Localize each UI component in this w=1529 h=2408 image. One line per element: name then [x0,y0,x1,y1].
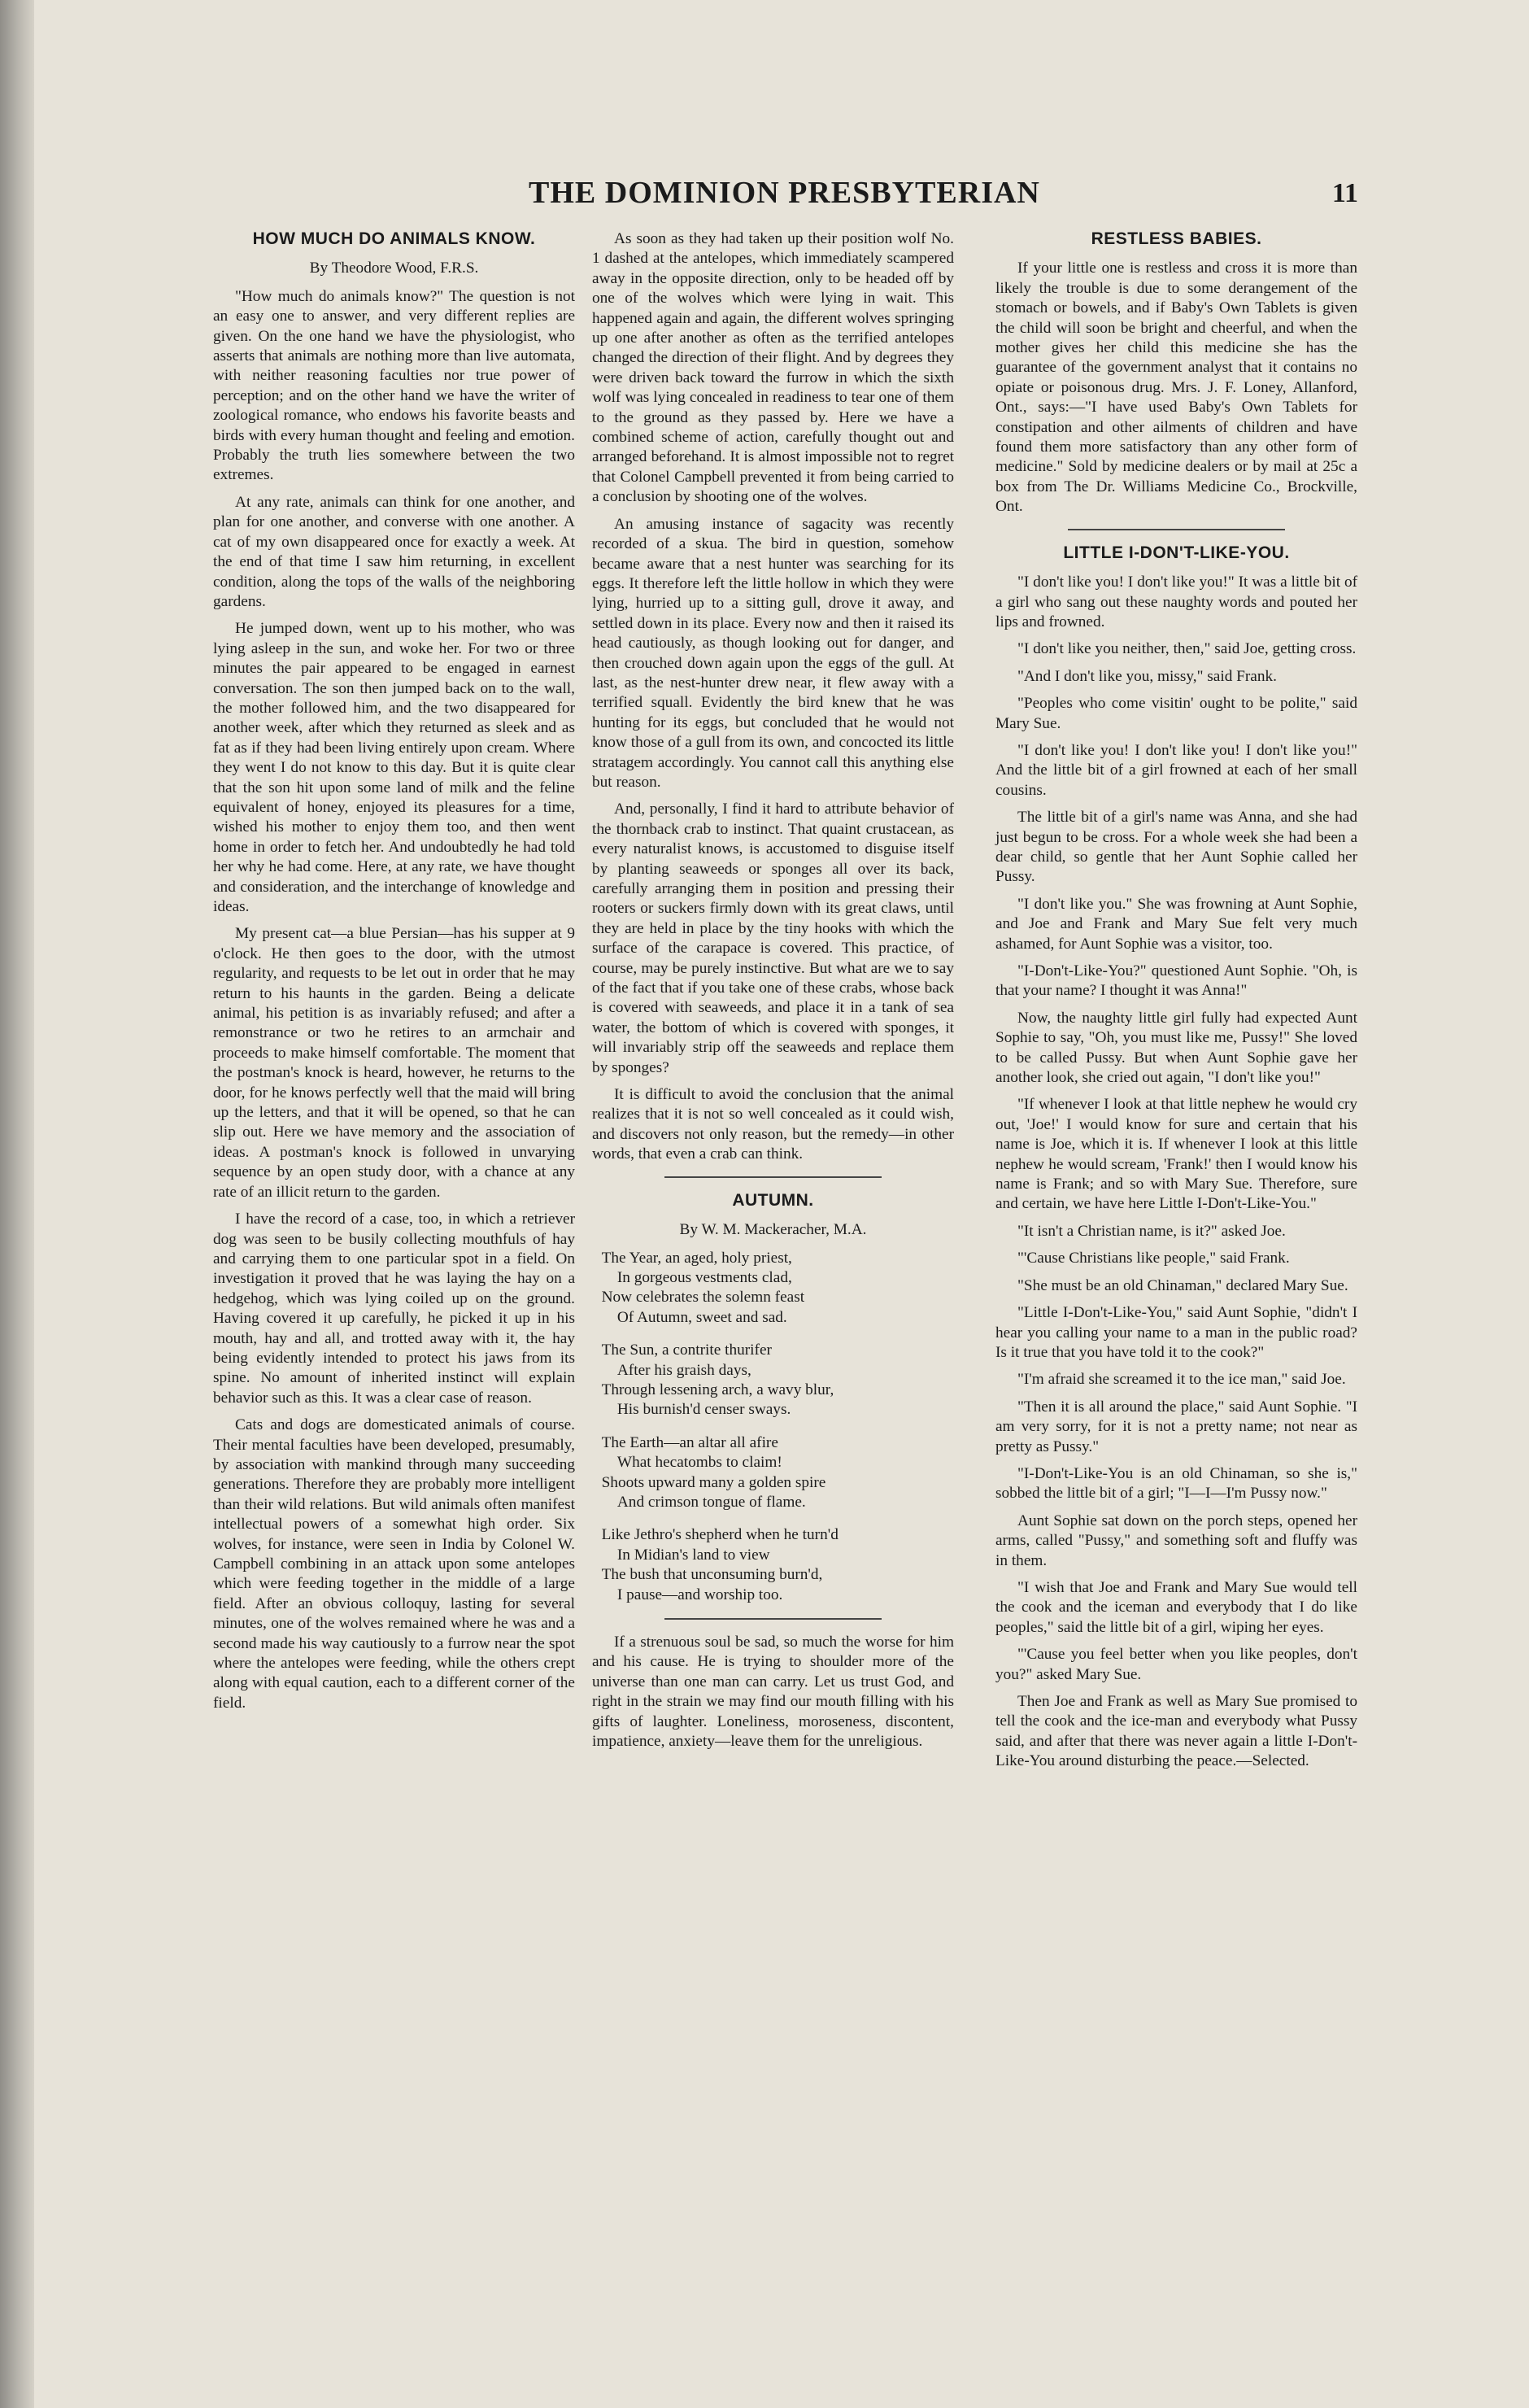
paragraph-closing: If a strenuous soul be sad, so much the worse for him and his cause. He is trying to shoulder more of the universe than one man can carry. Let us trust God, and right in the strain we may find our mouth filling with his gifts of laughter. Loneliness, moroseness, discontent, impatience, anxiety—leave them for the unreligious. [592,1634,954,1751]
poem-line: The Earth—an altar all afire [601,1433,778,1451]
column-1 [213,229,575,1721]
poem-line: I pause—and worship too. [616,1586,783,1603]
paragraph: "I'm afraid she screamed it to the ice man," said Joe. [1017,1371,1346,1389]
paragraph: "'Cause Christians like people," said Frank. [1017,1250,1290,1267]
poem-line: In gorgeous vestments clad, [616,1268,792,1286]
page-binding-edge [0,0,34,2408]
paragraph: Now, the naughty little girl fully had expected Aunt Sophie to say, "Oh, you must like me, Pussy!" She loved to be called Pussy. But when Aunt Sophie gave her another look, she cried out again, "I don't like you!" [995,1009,1357,1087]
paragraph: "Then it is all around the place," said Aunt Sophie. "I am very sorry, for it is not a pretty name; not near as pretty as Pussy." [995,1398,1357,1455]
article-heading-little-i-dont-like-you: LITTLE I-DON'T-LIKE-YOU. [1063,543,1290,562]
paragraph: "Little I-Don't-Like-You," said Aunt Sophie, "didn't I hear you calling your name to a man in the public road? Is it true that you have told it to the cook?" [995,1304,1357,1361]
column-3 [995,229,1357,1779]
article-byline-animals: By Theodore Wood, F.R.S. [309,260,479,277]
paragraph: "If whenever I look at that little nephew he would cry out, 'Joe!' I would know for sure and certain that his name is Joe, which it is. If whenever I look at this little nephew he would scream, 'Frank!' then I would know his name is Frank; and so with Mary Sue. Therefore, sure and certain, we have here Little I-Don't-Like-You." [995,1096,1357,1213]
paragraph: "I don't like you! I don't like you!" It was a little bit of a girl who sang out these naughty words and pouted her lips and frowned. [995,574,1357,630]
poem-stanza [592,1433,954,1513]
section-divider [1068,529,1285,530]
poem-line: The Sun, a contrite thurifer [601,1341,772,1359]
poem-line: The bush that unconsuming burn'd, [601,1566,823,1584]
paragraph: And, personally, I find it hard to attribute behavior of the thornback crab to instinct. That quaint crustacean, as every naturalist knows, is accustomed to disguise itself by planting seaweeds or sponges all over its back, carefully arranging them in position and pressing their rooters or suckers firmly down with its great claws, until they are held in place by the tiny hooks with which the surface of the carapace is covered. This practice, of course, may be purely instinctive. But what are we to say of the fact that if you take one of these crabs, whose back is covered with seaweeds, and place it in a tank of sea water, the bottom of which is covered with sponges, it will invariably strip off the seaweeds and replace them by sponges? [592,800,954,1076]
paragraph: "And I don't like you, missy," said Frank. [1017,667,1277,685]
poem-stanza [592,1341,954,1420]
paragraph: "Peoples who come visitin' ought to be polite," said Mary Sue. [995,695,1357,732]
paragraph: "I-Don't-Like-You?" questioned Aunt Sophie. "Oh, is that your name? I thought it was Anna!" [995,962,1357,1000]
paragraph: "'Cause you feel better when you like peoples, don't you?" asked Mary Sue. [995,1646,1357,1683]
paragraph: "How much do animals know?" The question is not an easy one to answer, and very different replies are given. On the one hand we have the physiologist, who asserts that animals are nothing more than live automata, with neither reasoning faculties nor true power of perception; and on the other hand we have the writer of zoological romance, who endows his favorite beasts and birds with every human thought and feeling and emotion. Probably the truth lies somewhere between the two extremes. [213,287,575,484]
paragraph: "I wish that Joe and Frank and Mary Sue would tell the cook and the iceman and everybody that I do like peoples," said the little bit of a girl, wiping her eyes. [995,1578,1357,1636]
section-divider [664,1618,882,1620]
paragraph: Then Joe and Frank as well as Mary Sue promised to tell the cook and the ice-man and everybody what Pussy said, and after that there was never again a little I-Don't-Like-You around disturbing the peace.—Selected. [995,1693,1357,1770]
paragraph: I have the record of a case, too, in which a retriever dog was seen to be busily collecting mouthfuls of hay and carrying them to one particular spot in a field. On investigation it proved that he was laying the hay on a hedgehog, which was lying coiled up on the ground. Having covered it up carefully, he picked it up in his mouth, hay and all, and trotted away with it, the hay being evidently intended to protect his jaws from its spine. No amount of inherited instinct will explain behavior such as this. It was a clear case of reason. [213,1211,575,1407]
paragraph: An amusing instance of sagacity was recently recorded of a skua. The bird in question, somehow became aware that a nest hunter was searching for its eggs. It therefore left the little hollow in which they were lying, hurried up to a sitting gull, drove it away, and settled down in its place. Every now and then it raised its head cautiously, as though looking out for danger, and then crouched down again upon the eggs of the gull. At last, as the nest-hunter drew near, it flew away with a terrified squall. Evidently the bird knew that he was hunting for its eggs, but concluded that he would not know those of a gull from its own, and concocted its little stratagem accordingly. You cannot call this anything else but reason. [592,515,954,791]
paragraph: As soon as they had taken up their position wolf No. 1 dashed at the antelopes, which immediately scampered away in the opposite direction, only to be headed off by one of the wolves which were lying in wait. This happened again and again, the different wolves springing up one after another as often as the terrified antelopes changed the direction of their flight. And by degrees they were driven back toward the furrow in which the sixth wolf was lying concealed in readiness to tear one of them to the ground as they passed by. Here we have a combined scheme of action, carefully thought out and arranged beforehand. It is almost impossible not to regret that Colonel Campbell prevented it from being carried to a conclusion by shooting one of the wolves. [592,230,954,506]
paragraph: "I don't like you! I don't like you! I don't like you!" And the little bit of a girl frowned at each of her small cousins. [995,741,1357,799]
poem-stanza [592,1249,954,1328]
section-divider [664,1176,882,1178]
paragraph-advertisement: If your little one is restless and cross it is more than likely the trouble is due to some derangement of the stomach or bowels, and if Baby's Own Tablets is given the child will soon be bright and cheerful, and when the mother gives her child this medicine she has the guarantee of the government analyst that it contains no opiate or poisonous drug. Mrs. J. F. Loney, Allanford, Ont., says:—"I have used Baby's Own Tablets for constipation and other ailments of children and have found them more satisfactory than any other form of medicine." Sold by medicine dealers or by mail at 25c a box from The Dr. Williams Medicine Co., Brockville, Ont. [995,260,1357,516]
poem-line: Of Autumn, sweet and sad. [616,1308,787,1326]
paragraph: He jumped down, went up to his mother, who was lying asleep in the sun, and woke her. For two or three minutes the pair appeared to be engaged in earnest conversation. The son then jumped back on to the wall, the mother followed him, and the two disappeared for another week, after which they returned as sleek and as fat as if they had been living entirely upon cream. Where they went I do not know to this day. But it is quite clear that the son hit upon some land of milk and the feline equivalent of honey, enjoyed its pleasures for a time, wished his mother to enjoy them too, and then went home in order to fetch her. And undoubtedly he had told her why he had come. Here, at any rate, we have thought and consideration, and the interchange of knowledge and ideas. [213,620,575,915]
paragraph: "I don't like you neither, then," said Joe, getting cross. [1017,640,1357,658]
article-heading-animals: HOW MUCH DO ANIMALS KNOW. [252,229,536,248]
paragraph: "I-Don't-Like-You is an old Chinaman, so she is," sobbed the little bit of a girl; "I—I—I'm Pussy now." [995,1464,1357,1503]
paragraph: "I don't like you." She was frowning at Aunt Sophie, and Joe and Frank and Mary Sue felt very much ashamed, for Aunt Sophie was a visitor, too. [995,895,1357,953]
article-heading-restless-babies: RESTLESS BABIES. [1091,229,1262,248]
poem-line: Shoots upward many a golden spire [601,1473,826,1491]
poem-line: In Midian's land to view [616,1546,770,1564]
poem-autumn [592,1249,954,1606]
poem-line: Now celebrates the solemn feast [601,1289,805,1307]
poem-line: His burnish'd censer sways. [616,1401,791,1419]
paragraph: At any rate, animals can think for one another, and plan for one another, and converse with one another. A cat of my own disappeared once for exactly a week. At the end of that time I saw him returning, in excellent condition, along the tops of the walls of the neighboring gardens. [213,493,575,610]
poem-byline-autumn: By W. M. Mackeracher, M.A. [679,1221,867,1239]
page-header [195,175,1358,224]
publication-title: THE DOMINION PRESBYTERIAN [529,176,1040,210]
paragraph: "It isn't a Christian name, is it?" asked Joe. [1017,1222,1286,1240]
paragraph: The little bit of a girl's name was Anna, and she had just begun to be cross. For a whole week she had been a dear child, so gentle that her Aunt Sophie called her Pussy. [995,809,1357,886]
paragraph: Cats and dogs are domesticated animals of course. Their mental faculties have been developed, presumably, by association with mankind through many succeeding generations. Therefore they are probably more intelligent than their wild relations. But wild animals often manifest intellectual powers of a somewhat high order. Six wolves, for instance, were seen in India by Colonel W. Campbell combining in an attack upon some antelopes which were feeding together in the middle of a large field. After an obvious colloquy, lasting for several minutes, one of the wolves remained where he was and a second made his way cautiously to a furrow near the spot where the antelopes were feeding, while the others crept along with equal caution, each to a different corner of the field. [213,1416,575,1712]
poem-line: And crimson tongue of flame. [616,1493,806,1511]
column-2 [592,229,954,1759]
paragraph: Aunt Sophie sat down on the porch steps, opened her arms, called "Pussy," and something soft and fluffy was in them. [995,1512,1357,1569]
poem-line: Through lessening arch, a wavy blur, [601,1381,834,1398]
paragraph: My present cat—a blue Persian—has his supper at 9 o'clock. He then goes to the door, with the utmost regularity, and requests to be let out in order that he may return to his haunts in the garden. Being a delicate animal, his petition is as invariably refused; and after a remonstrance or two he retires to an armchair and proceeds to make himself comfortable. The moment that the postman's knock is heard, however, he returns to the door, for he knows perfectly well that the maid will bring up the letters, and that it will be opened, so that he can slip out. Here we have memory and the association of ideas. A postman's knock is followed in unvarying sequence by an open study door, with a chance at any rate of an illicit return to the garden. [213,925,575,1201]
poem-line: The Year, an aged, holy priest, [601,1249,792,1267]
poem-line: What hecatombs to claim! [616,1454,782,1472]
poem-line: Like Jethro's shepherd when he turn'd [601,1526,839,1544]
poem-line: After his graish days, [616,1361,751,1379]
paragraph: It is difficult to avoid the conclusion that the animal realizes that it is not so well concealed as it could wish, and discovers not only reason, but the remedy—in other words, that even a crab can think. [592,1086,954,1163]
poem-stanza [592,1525,954,1605]
page-number: 11 [1331,178,1358,208]
poem-heading-autumn: AUTUMN. [732,1190,814,1210]
paragraph: "She must be an old Chinaman," declared Mary Sue. [1017,1276,1348,1294]
